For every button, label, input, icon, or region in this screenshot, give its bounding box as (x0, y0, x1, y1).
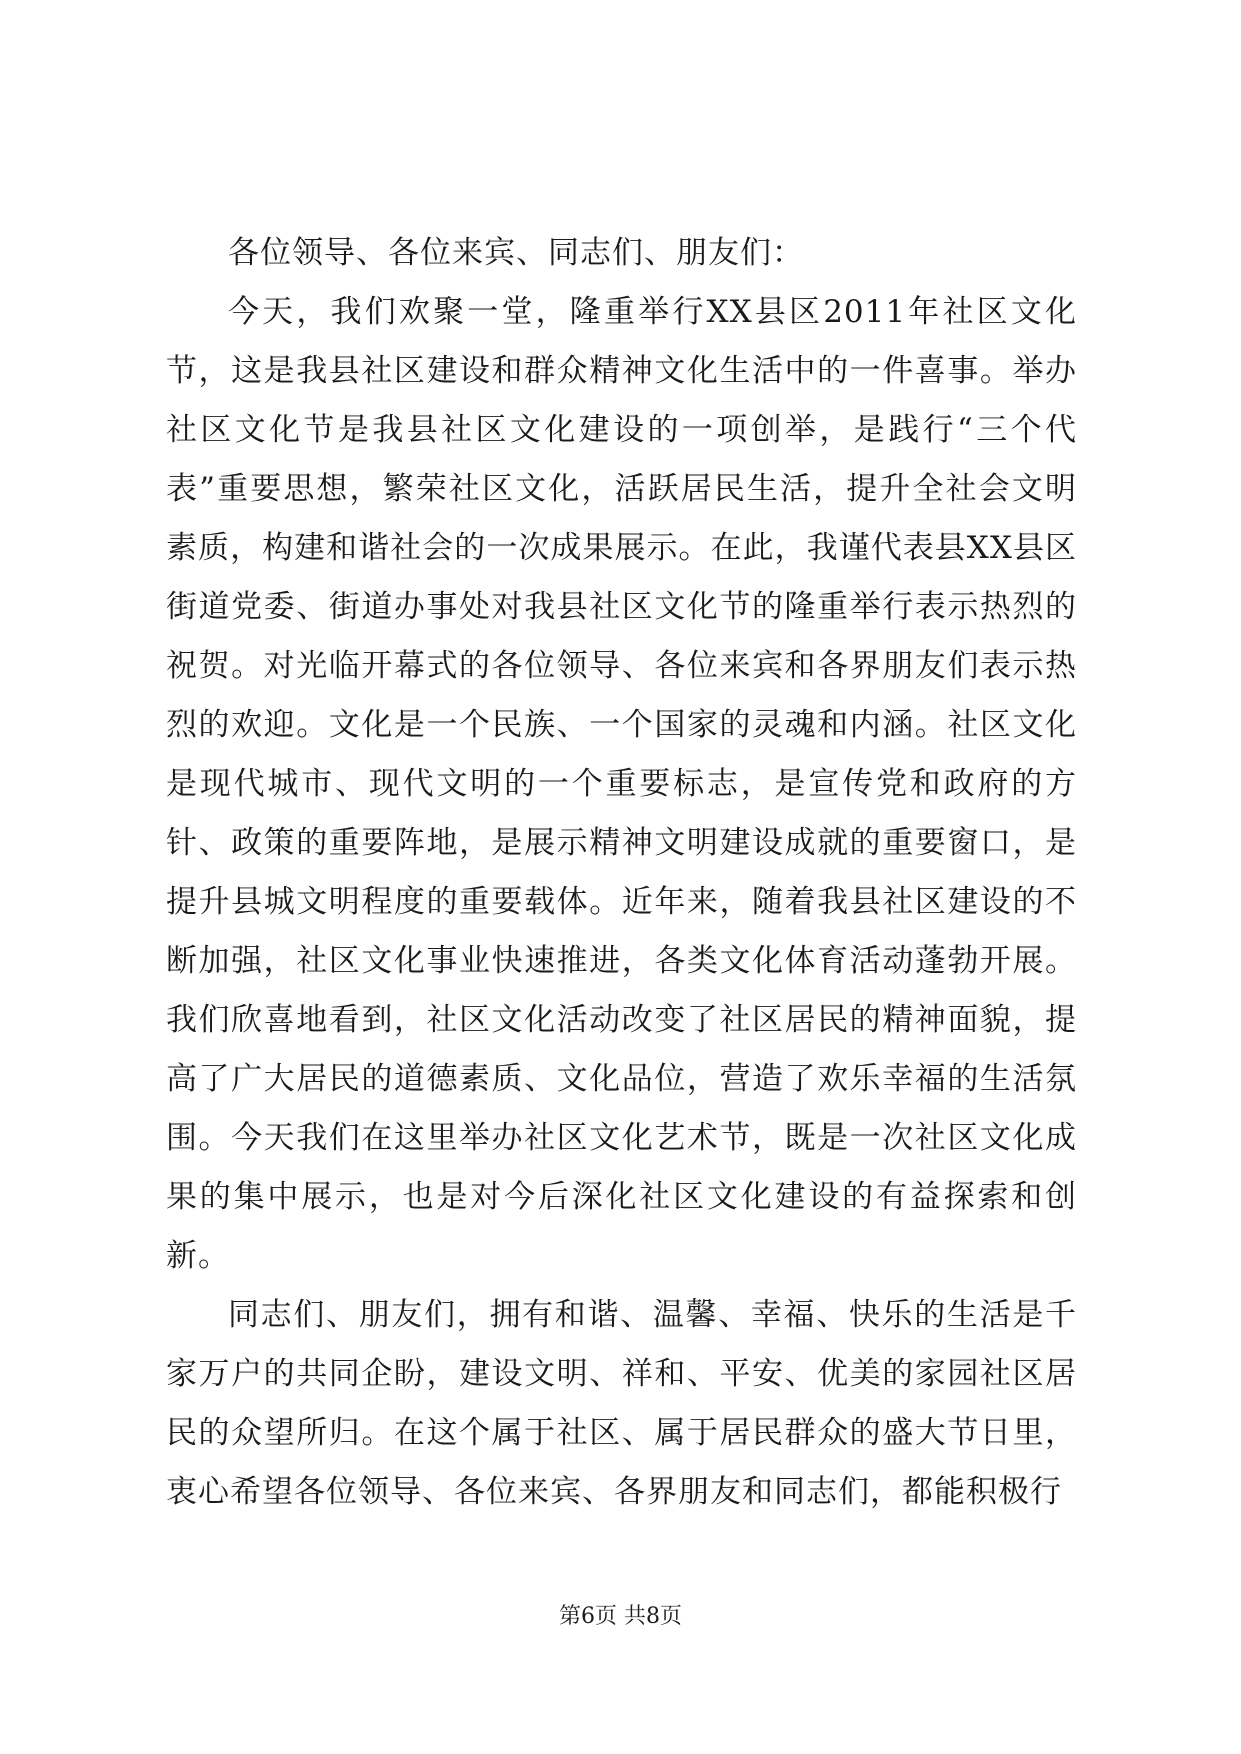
paragraph-appeal: 同志们、朋友们，拥有和谐、温馨、幸福、快乐的生活是千家万户的共同企盼，建设文明、祥和、平安、优美的家园社区居民的众望所归。在这个属于社区、属于居民群众的盛大节日里，衷心希望各位领导、各位来宾、各界朋友和同志们，都能积极行 (166, 1297, 1077, 1510)
paragraph-opening: 今天，我们欢聚一堂，隆重举行XX县区2011年社区文化节，这是我县社区建设和群众精神文化生活中的一件喜事。举办社区文化节是我县社区文化建设的一项创举，是践行“三个代表”重要思想，繁荣社区文化，活跃居民生活，提升全社会文明素质，构建和谐社会的一次成果展示。在此，我谨代表县XX县区街道党委、街道办事处对我县社区文化节的隆重举行表示热烈的祝贺。对光临开幕式的各位领导、各位来宾和各界朋友们表示热烈的欢迎。文化是一个民族、一个国家的灵魂和内涵。社区文化是现代城市、现代文明的一个重要标志，是宣传党和政府的方针、政策的重要阵地，是展示精神文明建设成就的重要窗口，是提升县城文明程度的重要载体。近年来，随着我县社区建设的不断加强，社区文化事业快速推进，各类文化体育活动蓬勃开展。我们欣喜地看到，社区文化活动改变了社区居民的精神面貌，提高了广大居民的道德素质、文化品位，营造了欢乐幸福的生活氛围。今天我们在这里举办社区文化艺术节，既是一次社区文化成果的集中展示，也是对今后深化社区文化建设的有益探索和创新。 (166, 294, 1077, 1274)
page-number-footer: 第6页 共8页 (559, 1604, 682, 1629)
paragraph-greeting: 各位领导、各位来宾、同志们、朋友们： (228, 235, 804, 271)
document-body (166, 224, 1077, 1522)
